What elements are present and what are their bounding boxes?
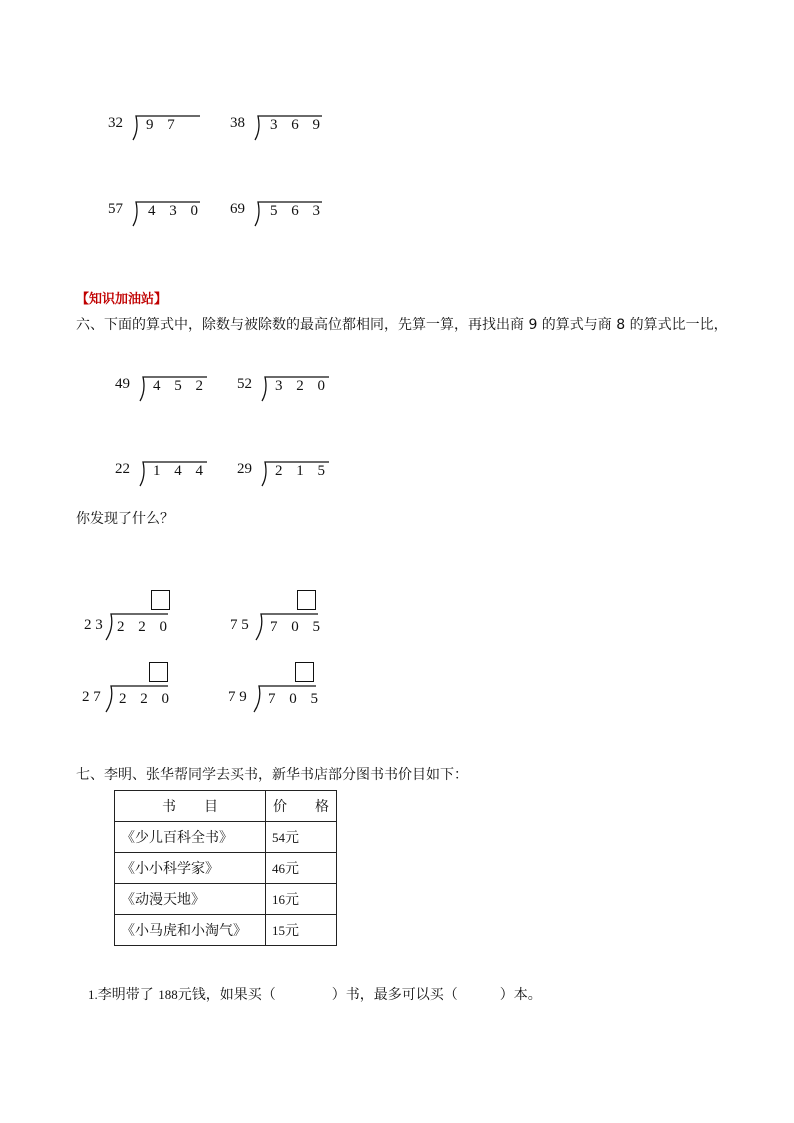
- division-problem-2: [230, 112, 330, 152]
- price-number: 54: [272, 830, 285, 845]
- knowledge-heading: 【知识加油站】: [76, 292, 168, 307]
- header-price: 价 格: [266, 791, 337, 822]
- sub-amount: 188: [158, 987, 178, 1002]
- price-number: 15: [272, 923, 285, 938]
- book-title: 《少儿百科全书》: [115, 822, 266, 853]
- book-price: [266, 822, 337, 853]
- book-title: 《动漫天地》: [115, 884, 266, 915]
- dividend: 5 6 3: [270, 203, 325, 219]
- dividend: 7 0 5: [270, 619, 325, 635]
- book-price: [266, 915, 337, 946]
- price-unit: 元: [285, 830, 299, 846]
- q7-sub-question-1: [88, 984, 542, 1004]
- divisor: 49: [115, 376, 130, 392]
- sub-text-b: 元钱，如果买（ ）书，最多可以买（ ）本。: [177, 987, 542, 1003]
- q6-prompt: 六、下面的算式中，除数与被除数的最高位都相同，先算一算，再找出商 9 的算式与商 8 的算式比一比，: [76, 317, 728, 333]
- dividend: 2 2 0: [117, 619, 172, 635]
- divisor: 22: [115, 461, 130, 477]
- division-problem-1: [108, 112, 208, 152]
- book-price-table: [114, 790, 337, 946]
- table-row: [115, 915, 337, 946]
- book-title: 《小马虎和小淘气》: [115, 915, 266, 946]
- dividend: 3 2 0: [275, 378, 330, 394]
- box-division-1: [84, 590, 194, 640]
- divisor: 2 7: [82, 689, 101, 705]
- divisor: 2 3: [84, 617, 103, 633]
- book-price: [266, 853, 337, 884]
- box-division-4: [228, 662, 338, 712]
- q6-division-2: [237, 373, 337, 413]
- price-number: 16: [272, 892, 285, 907]
- divisor: 57: [108, 201, 123, 217]
- table-row: [115, 853, 337, 884]
- table-header-row: [115, 791, 337, 822]
- price-unit: 元: [285, 861, 299, 877]
- q6-division-1: [115, 373, 215, 413]
- table-row: [115, 884, 337, 915]
- price-unit: 元: [285, 892, 299, 908]
- q6-question: 你发现了什么？: [76, 511, 174, 527]
- divisor: 69: [230, 201, 245, 217]
- dividend: 3 6 9: [270, 117, 325, 133]
- dividend: 1 4 4: [153, 463, 208, 479]
- box-division-2: [230, 590, 340, 640]
- book-title: 《小小科学家》: [115, 853, 266, 884]
- box-division-3: [82, 662, 192, 712]
- dividend: 4 3 0: [148, 203, 203, 219]
- dividend: 2 2 0: [119, 691, 174, 707]
- price-number: 46: [272, 861, 285, 876]
- division-problem-3: [108, 198, 208, 238]
- sub-index: 1.: [88, 987, 98, 1002]
- price-unit: 元: [285, 923, 299, 939]
- dividend: 7 0 5: [268, 691, 323, 707]
- q7-prompt: 七、李明、张华帮同学去买书，新华书店部分图书书价目如下：: [76, 767, 468, 783]
- header-title: 书 目: [115, 791, 266, 822]
- q6-division-3: [115, 458, 215, 498]
- dividend: 9 7: [146, 117, 180, 133]
- book-price: [266, 884, 337, 915]
- division-problem-4: [230, 198, 330, 238]
- q6-division-4: [237, 458, 337, 498]
- divisor: 32: [108, 115, 123, 131]
- dividend: 2 1 5: [275, 463, 330, 479]
- divisor: 7 5: [230, 617, 249, 633]
- sub-text-a: 李明带了: [97, 987, 154, 1003]
- divisor: 29: [237, 461, 252, 477]
- divisor: 38: [230, 115, 245, 131]
- dividend: 4 5 2: [153, 378, 208, 394]
- divisor: 52: [237, 376, 252, 392]
- divisor: 7 9: [228, 689, 247, 705]
- table-row: [115, 822, 337, 853]
